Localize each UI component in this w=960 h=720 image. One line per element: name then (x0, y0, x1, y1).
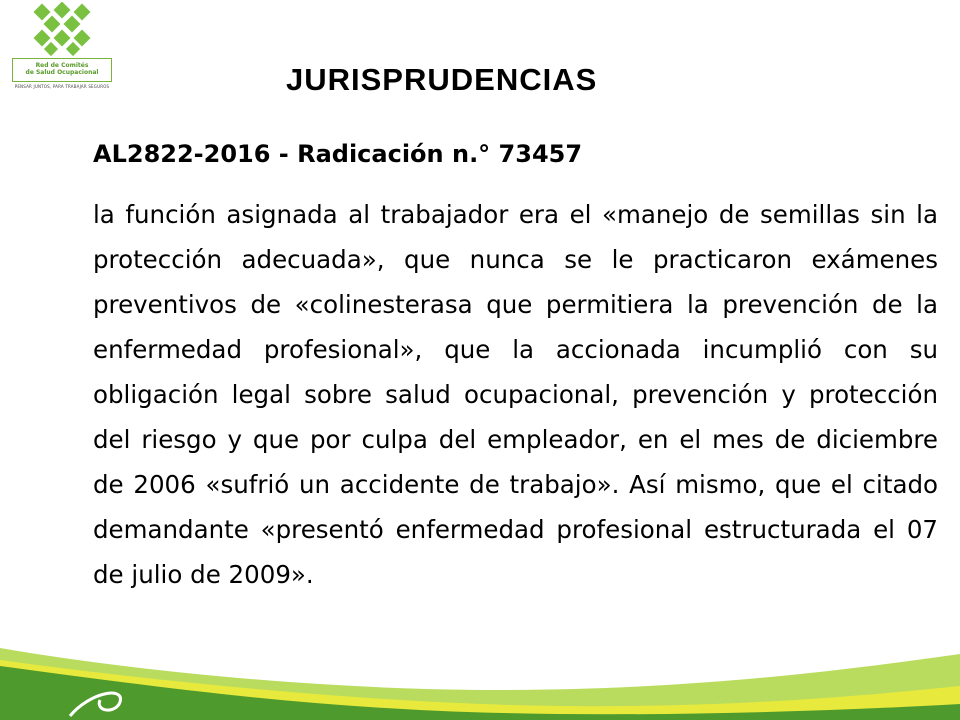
slide-title: JURISPRUDENCIAS (286, 62, 598, 97)
case-reference: AL2822-2016 - Radicación n.° 73457 (93, 140, 583, 168)
logo-line-2: de Salud Ocupacional (25, 69, 99, 76)
logo-name-box (12, 58, 112, 82)
case-summary-paragraph: la función asignada al trabajador era el «manejo de semillas sin la protección adecuada», que nunca se le practicaron exámenes preventivos de «colinesterasa que permitiera la prevención de la enfermedad profesional», que la accionada incumplió con su obligación legal sobre salud ocupacional, prevención y protección del riesgo y que por culpa del empleador, en el mes de diciembre de 2006 «sufrió un accidente de trabajo». Así mismo, que el citado demandante «presentó enfermedad profesional estructurada el 07 de julio de 2009». (93, 200, 938, 589)
bottom-wave-decoration (0, 620, 960, 720)
logo-tagline: PENSAR JUNTOS, PARA TRABAJAR SEGUROS (14, 84, 110, 89)
logo-emblem-icon (32, 2, 92, 58)
logo (8, 2, 116, 96)
logo-line-1: Red de Comités (35, 62, 89, 69)
